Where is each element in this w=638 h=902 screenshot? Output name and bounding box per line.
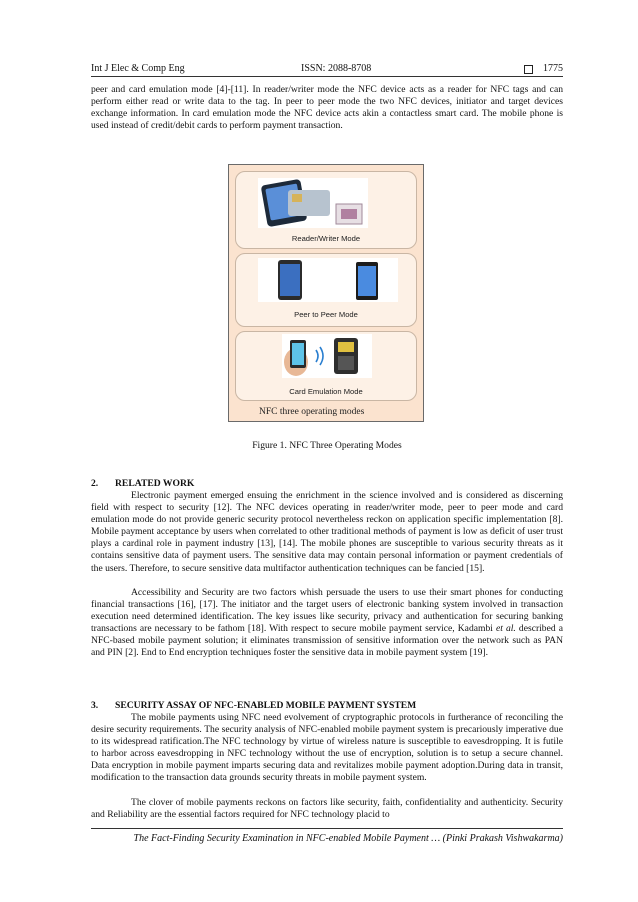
page-number: 1775 — [543, 63, 563, 74]
header-rule — [91, 76, 563, 77]
figure-nfc-modes — [228, 164, 424, 422]
checkbox-glyph-icon — [524, 65, 533, 74]
panel1-label: Reader/Writer Mode — [291, 234, 361, 243]
journal-name: Int J Elec & Comp Eng — [91, 63, 185, 74]
section-2-p2-italic: et al. — [495, 623, 516, 635]
phone-terminal-image — [282, 334, 372, 378]
section-2-title: RELATED WORK — [115, 478, 195, 489]
running-footer: The Fact-Finding Security Examination in NFC-enabled Mobile Payment … (Pinki Prakash Vishwakarma) — [133, 833, 563, 844]
section-2-heading — [91, 478, 194, 490]
panel-card-emulation — [235, 331, 417, 401]
phone-card-image — [258, 178, 368, 228]
panel-peer-to-peer — [235, 253, 417, 327]
panel-reader-writer — [235, 171, 417, 249]
issn: ISSN: 2088-8708 — [301, 63, 372, 74]
running-header — [91, 62, 563, 76]
section-3-title: SECURITY ASSAY OF NFC-ENABLED MOBILE PAYMENT SYSTEM — [115, 700, 417, 711]
section-2-p2-before: Accessibility and Security are two factors whish persuade the users to use their smart phones for conducting financial transactions [16], [17]. The initiator and the target users of electronic banking system involved in transaction execution need determined identification. The key issues like security, privacy and authentication for securing banking transactions are necessary to be fathom [18]. With respect to secure mobile payment service, Kadambi — [91, 587, 563, 635]
two-phones-image — [258, 258, 398, 302]
section-2-p2-after: described a NFC-based mobile payment solution; it eliminates transmission of sensitive information over the network such as PAN and PIN [2]. End to End encryption techniques foster the sensitive data in mobile payment system [19]. — [91, 623, 563, 659]
footer-rule — [91, 828, 563, 829]
section-3-paragraph-2: The clover of mobile payments reckons on factors like security, faith, confidentiality and authenticity. Security and Reliability are the essential factors required for NFC technology placid to — [91, 797, 563, 821]
section-2-number: 2. — [91, 478, 99, 489]
section-3-paragraph-1: The mobile payments using NFC need evolvement of cryptographic protocols in furtherance of reconciling the desire security requirements. The security analysis of NFC-enabled mobile payment system is precariously imperative due to its widespread ratification.The NFC technology by virtue of wireless nature is susceptible to eavesdropping. It is futile to harbor across eavesdropping in NFC technology without the use of encryption, solution is to setup a secure channel. Data encryption in mobile payment imparts securing data and revitalizes mobile payment adoption.During data in transit, modification to the transaction data grounds security threats in mobile payment system. — [91, 712, 563, 784]
panel3-label: Card Emulation Mode — [289, 387, 363, 396]
section-2-paragraph-2 — [91, 587, 563, 660]
section-3-heading — [91, 700, 416, 712]
intro-paragraph: peer and card emulation mode [4]-[11]. In reader/writer mode the NFC device acts as a reader for NFC tags and can perform either read or write data to the tag. In peer to peer mode the two NFC devices, initiator and target devices exchange information. In card emulation mode the NFC device acts akin a contactless smart card. The mobile phone is used instead of credit/debit cards to perform payment transaction. — [91, 84, 563, 132]
section-3-number: 3. — [91, 700, 99, 711]
figure-inner-caption: NFC three operating modes — [259, 407, 365, 417]
panel2-label: Peer to Peer Mode — [294, 310, 358, 319]
section-2-paragraph-1: Electronic payment emerged ensuing the enrichment in the science involved and is considered as discerning field with respect to security [12]. The NFC devices operating in reader/writer mode, peer to peer mode and card emulation mode do not provide generic security protocol nevertheless reckon on application specific implementation [8]. Mobile payment acceptance by users when correlated to other traditional methods of payment is low as deficit of user trust plays a cardinal role in payment industry [13], [14]. The mobile phones are susceptible to various security threats as it contains sensitive data of payment users. The sensitive data may contain personal information or payment credentials of the users. Therefore, to secure sensitive data multifactor authentication techniques can be fancied [15]. — [91, 490, 563, 574]
figure-caption: Figure 1. NFC Three Operating Modes — [252, 440, 402, 451]
